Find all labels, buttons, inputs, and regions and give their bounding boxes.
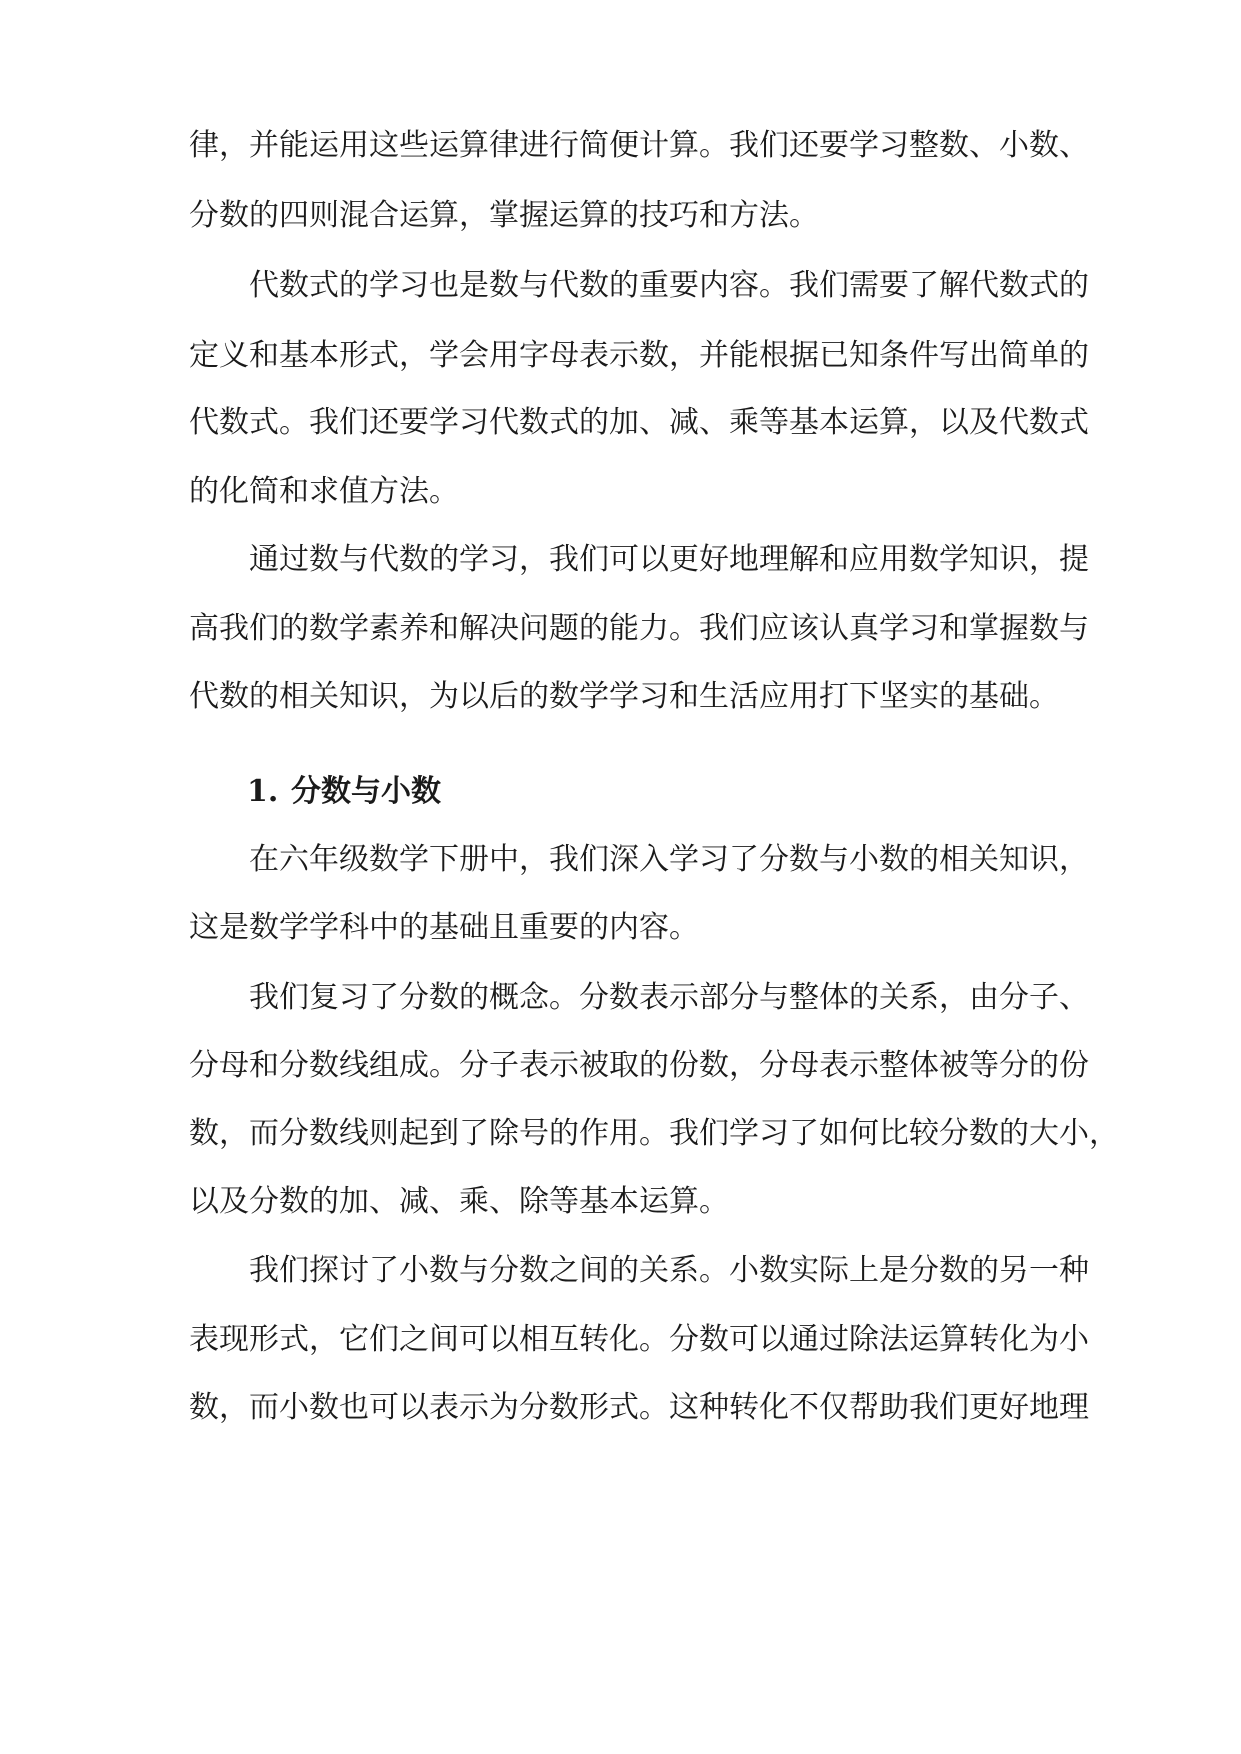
- text-line: 分母和分数线组成。分子表示被取的份数，分母表示整体被等分的份: [189, 1048, 1089, 1083]
- section-heading: [247, 770, 441, 814]
- text-line: 通过数与代数的学习，我们可以更好地理解和应用数学知识，提: [249, 542, 1089, 577]
- text-line: 的化简和求值方法。: [189, 474, 459, 509]
- text-line: 以及分数的加、减、乘、除等基本运算。: [189, 1184, 729, 1219]
- text-line: 代数式的学习也是数与代数的重要内容。我们需要了解代数式的: [249, 268, 1089, 303]
- text-line: 我们探讨了小数与分数之间的关系。小数实际上是分数的另一种: [249, 1253, 1089, 1288]
- text-line: 代数的相关知识，为以后的数学学习和生活应用打下坚实的基础。: [189, 679, 1059, 714]
- text-line: 这是数学学科中的基础且重要的内容。: [189, 910, 699, 945]
- text-line: 表现形式，它们之间可以相互转化。分数可以通过除法运算转化为小: [189, 1322, 1089, 1357]
- section-title: 分数与小数: [291, 774, 441, 809]
- text-line: 定义和基本形式，学会用字母表示数，并能根据已知条件写出简单的: [189, 338, 1089, 373]
- text-line: 高我们的数学素养和解决问题的能力。我们应该认真学习和掌握数与: [189, 611, 1089, 646]
- text-line: 在六年级数学下册中，我们深入学习了分数与小数的相关知识，: [249, 842, 1089, 877]
- text-line: 我们复习了分数的概念。分数表示部分与整体的关系，由分子、: [249, 980, 1089, 1015]
- text-line: 数，而小数也可以表示为分数形式。这种转化不仅帮助我们更好地理: [189, 1390, 1089, 1425]
- text-line: 代数式。我们还要学习代数式的加、减、乘等基本运算，以及代数式: [189, 405, 1089, 440]
- section-number: 1.: [247, 774, 279, 809]
- text-line: 分数的四则混合运算，掌握运算的技巧和方法。: [189, 198, 819, 233]
- text-line: 数，而分数线则起到了除号的作用。我们学习了如何比较分数的大小，: [189, 1116, 1119, 1151]
- text-line: 律，并能运用这些运算律进行简便计算。我们还要学习整数、小数、: [189, 128, 1089, 163]
